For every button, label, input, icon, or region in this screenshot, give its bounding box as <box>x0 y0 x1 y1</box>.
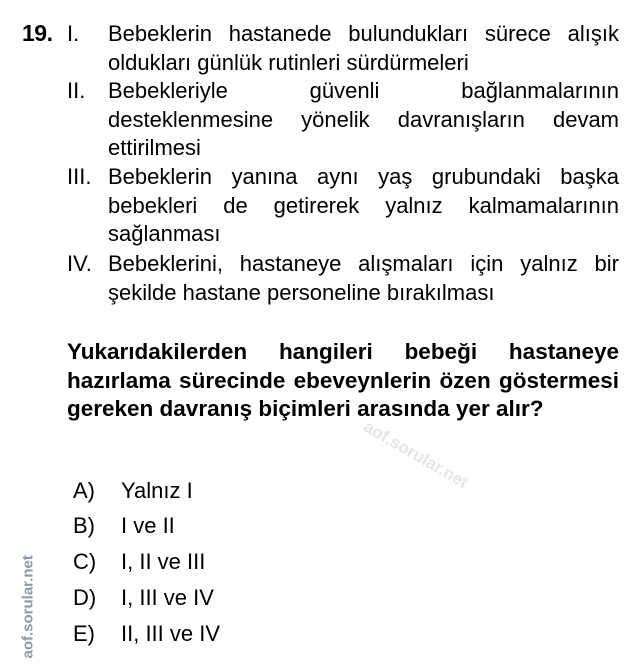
statement-roman: III. <box>67 164 92 189</box>
statement-text: Bebeklerini, hastaneye alışmaları için yalnız bir şekilde hastane personeline bırakılması <box>108 251 619 305</box>
option-d[interactable] <box>73 585 214 611</box>
option-text: I ve II <box>121 513 175 538</box>
option-a[interactable] <box>73 478 193 504</box>
option-letter: E) <box>73 621 95 646</box>
question-number: 19. <box>22 20 53 46</box>
statement-2 <box>67 77 619 163</box>
statement-roman: I. <box>67 21 80 46</box>
option-b[interactable] <box>73 513 175 539</box>
option-text: II, III ve IV <box>121 621 221 646</box>
statement-1 <box>67 20 619 77</box>
option-letter: A) <box>73 478 95 503</box>
statement-text: Bebekleriyle güvenli bağlanmalarının desteklenmesine yönelik davranışların devam ettirilmesi <box>108 78 619 160</box>
option-e[interactable] <box>73 621 220 647</box>
option-letter: B) <box>73 513 95 538</box>
statement-text: Bebeklerin hastanede bulundukları sürece alışık oldukları günlük rutinleri sürdürmeleri <box>108 21 619 75</box>
option-c[interactable] <box>73 549 205 575</box>
option-letter: D) <box>73 585 97 610</box>
statement-3 <box>67 163 619 249</box>
statement-roman: IV. <box>67 251 92 276</box>
question-prompt: Yukarıdakilerden hangileri bebeği hastaneye hazırlama sürecinde ebeveynlerin özen göstermesi gereken davranış biçimleri arasında yer alır? <box>67 339 619 421</box>
statement-4 <box>67 250 619 307</box>
statement-roman: II. <box>67 78 86 103</box>
watermark-side: aof.sorular.net <box>19 555 37 659</box>
option-text: I, II ve III <box>121 549 206 574</box>
option-text: Yalnız I <box>121 478 193 503</box>
watermark-diagonal: aof.sorular.net <box>360 417 472 493</box>
option-letter: C) <box>73 549 97 574</box>
statement-text: Bebeklerin yanına aynı yaş grubundaki başka bebekleri de getirerek yalnız kalmamalarının sağlanması <box>108 164 619 246</box>
option-text: I, III ve IV <box>121 585 214 610</box>
